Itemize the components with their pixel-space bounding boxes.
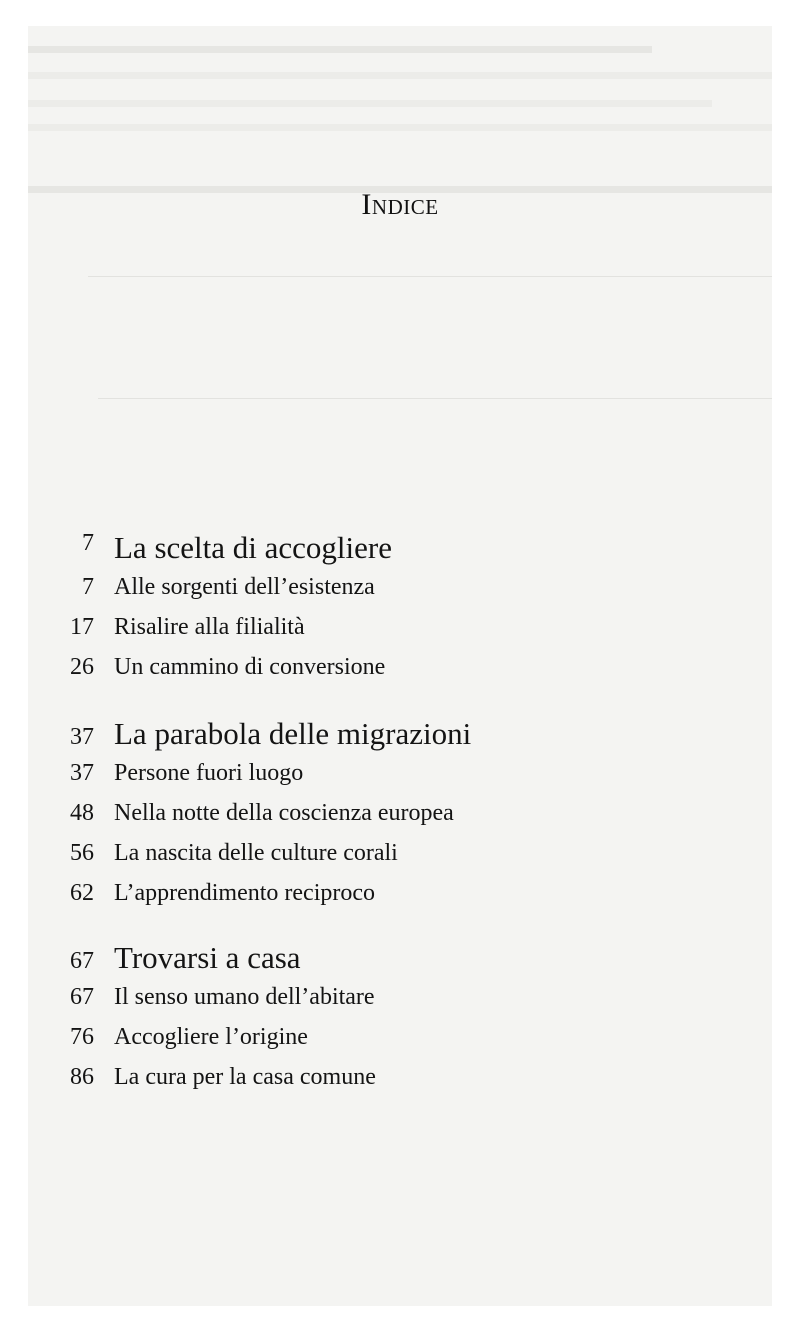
toc-section-title: Accogliere l’origine <box>114 1024 308 1050</box>
show-through-line <box>28 100 712 107</box>
toc-page-number: 7 <box>82 530 94 556</box>
toc-page-number: 26 <box>70 654 94 680</box>
toc-section-title: Nella notte della coscienza europea <box>114 800 454 826</box>
show-through-line <box>28 124 772 131</box>
show-through-line <box>28 72 772 79</box>
toc-page-number: 76 <box>70 1024 94 1050</box>
toc-section-title: Alle sorgenti dell’esistenza <box>114 574 375 600</box>
toc-page-number: 17 <box>70 614 94 640</box>
toc-chapter-title: Trovarsi a casa <box>114 940 301 975</box>
toc-page-number: 62 <box>70 880 94 906</box>
book-page <box>28 26 772 1306</box>
toc-section-title: Risalire alla filialità <box>114 614 305 640</box>
toc-page-number: 67 <box>70 984 94 1010</box>
toc-page-number: 37 <box>70 724 94 750</box>
page-title: Indice <box>361 188 439 221</box>
toc-section-title: Il senso umano dell’abitare <box>114 984 375 1010</box>
toc-section-title: Un cammino di conversione <box>114 654 386 680</box>
toc-page-number: 7 <box>82 574 94 600</box>
toc-section-title: La nascita delle culture corali <box>114 840 398 866</box>
toc-chapter-title: La scelta di accogliere <box>114 530 392 565</box>
show-through-line <box>28 46 652 53</box>
toc-section-title: La cura per la casa comune <box>114 1064 376 1090</box>
toc-page-number: 48 <box>70 800 94 826</box>
toc-page-number: 56 <box>70 840 94 866</box>
toc-section-title: Persone fuori luogo <box>114 760 304 786</box>
toc-chapter-title: La parabola delle migrazioni <box>114 716 472 751</box>
toc-page-number: 67 <box>70 948 94 974</box>
toc-page-number: 37 <box>70 760 94 786</box>
show-through-rule <box>98 398 772 399</box>
toc-page-number: 86 <box>70 1064 94 1090</box>
toc-section-title: L’apprendimento reciproco <box>114 880 376 906</box>
show-through-rule <box>88 276 772 277</box>
